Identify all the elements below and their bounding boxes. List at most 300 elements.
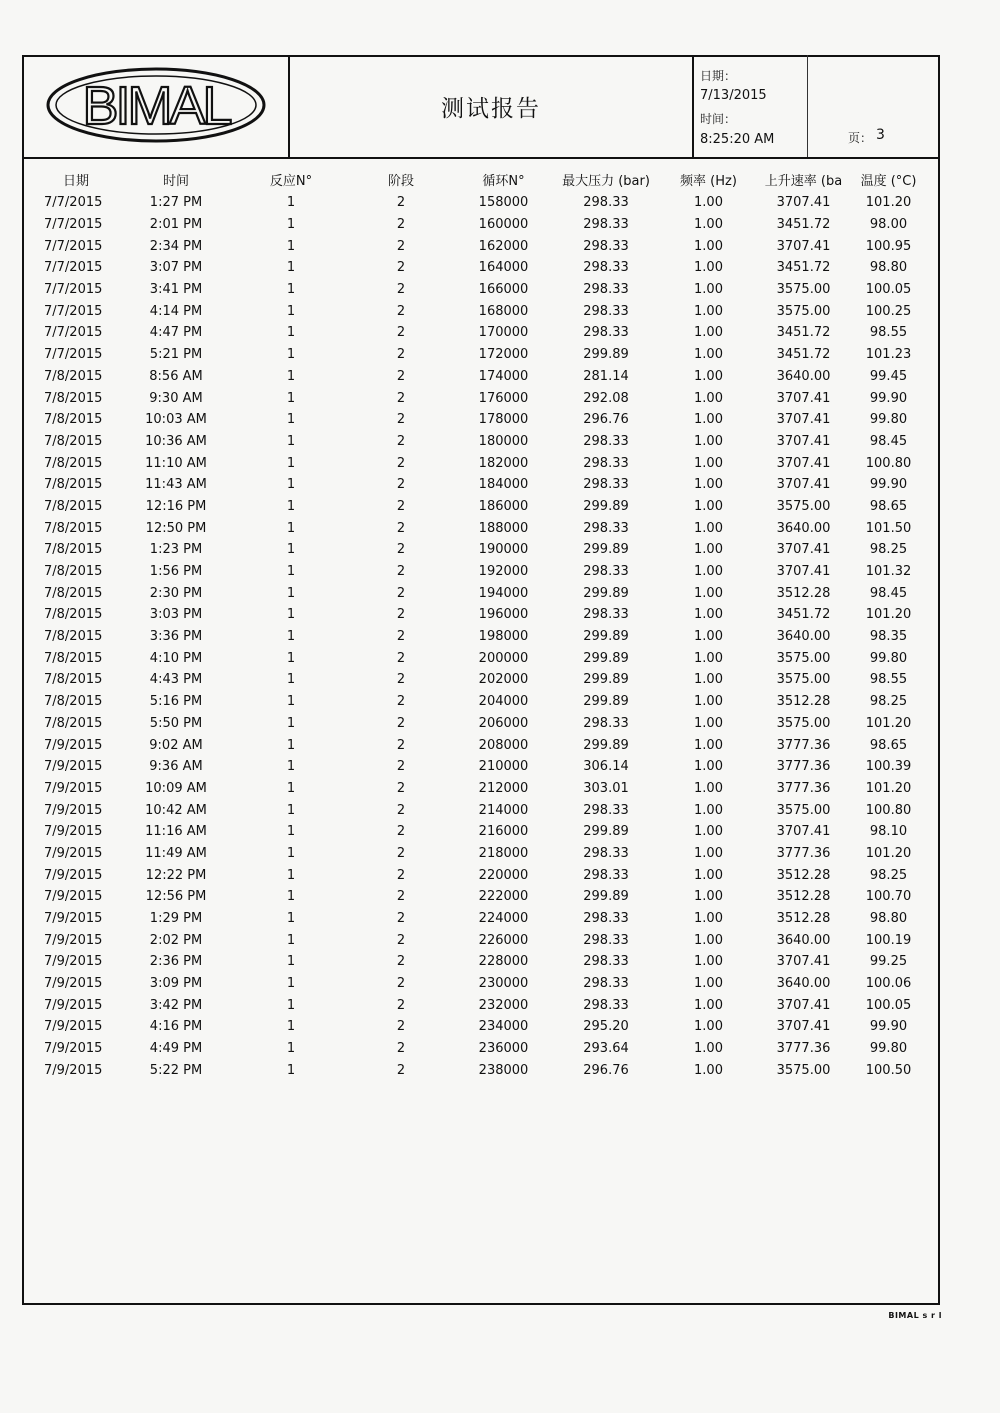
date-value: 7/13/2015 bbox=[700, 88, 767, 103]
cell-rise-rate: 3707.41 bbox=[776, 997, 831, 1013]
col-header-cycle: 循环N° bbox=[482, 173, 525, 189]
cell-date: 7/9/2015 bbox=[44, 759, 103, 775]
col-header-date: 日期 bbox=[62, 173, 89, 189]
cell-temperature: 98.55 bbox=[869, 325, 908, 341]
cell-frequency: 1.00 bbox=[694, 737, 723, 753]
cell-max-pressure: 299.89 bbox=[583, 585, 629, 601]
cell-reaction: 1 bbox=[286, 911, 296, 927]
table-row bbox=[36, 431, 926, 453]
cell-date: 7/7/2015 bbox=[44, 238, 103, 254]
cell-temperature: 101.32 bbox=[865, 564, 912, 580]
cell-cycle: 196000 bbox=[478, 607, 529, 623]
cell-cycle: 176000 bbox=[478, 390, 529, 406]
cell-stage: 2 bbox=[396, 520, 406, 536]
cell-reaction: 1 bbox=[286, 694, 296, 710]
cell-temperature: 101.20 bbox=[865, 780, 912, 796]
cell-reaction: 1 bbox=[286, 1062, 296, 1078]
cell-time: 8:56 AM bbox=[149, 368, 203, 384]
cell-time: 1:23 PM bbox=[149, 542, 203, 558]
cell-rise-rate: 3707.41 bbox=[776, 195, 831, 211]
cell-frequency: 1.00 bbox=[694, 1062, 723, 1078]
cell-cycle: 186000 bbox=[478, 498, 529, 514]
table-row bbox=[36, 604, 926, 626]
cell-stage: 2 bbox=[396, 282, 406, 298]
cell-time: 2:36 PM bbox=[149, 954, 203, 970]
cell-cycle: 224000 bbox=[478, 911, 529, 927]
cell-time: 3:07 PM bbox=[149, 260, 203, 276]
title-cell bbox=[290, 55, 694, 157]
cell-stage: 2 bbox=[396, 932, 406, 948]
cell-time: 4:43 PM bbox=[149, 672, 203, 688]
bimal-logo bbox=[22, 55, 290, 157]
cell-stage: 2 bbox=[396, 564, 406, 580]
table-row bbox=[36, 192, 926, 214]
cell-temperature: 101.20 bbox=[865, 845, 912, 861]
cell-temperature: 100.05 bbox=[865, 997, 912, 1013]
cell-temperature: 100.25 bbox=[865, 303, 912, 319]
table-row bbox=[36, 387, 926, 409]
cell-cycle: 188000 bbox=[478, 520, 529, 536]
cell-stage: 2 bbox=[396, 976, 406, 992]
cell-reaction: 1 bbox=[286, 997, 296, 1013]
cell-max-pressure: 296.76 bbox=[583, 412, 629, 428]
table-row bbox=[36, 669, 926, 691]
cell-frequency: 1.00 bbox=[694, 238, 723, 254]
cell-stage: 2 bbox=[396, 867, 406, 883]
cell-max-pressure: 298.33 bbox=[583, 477, 629, 493]
cell-max-pressure: 306.14 bbox=[583, 759, 629, 775]
cell-rise-rate: 3777.36 bbox=[776, 737, 831, 753]
cell-rise-rate: 3707.41 bbox=[776, 412, 831, 428]
cell-stage: 2 bbox=[396, 911, 406, 927]
cell-date: 7/8/2015 bbox=[44, 390, 103, 406]
table-row bbox=[36, 539, 926, 561]
cell-date: 7/8/2015 bbox=[44, 498, 103, 514]
cell-frequency: 1.00 bbox=[694, 911, 723, 927]
cell-stage: 2 bbox=[396, 1019, 406, 1035]
table-row bbox=[36, 951, 926, 973]
cell-reaction: 1 bbox=[286, 715, 296, 731]
cell-frequency: 1.00 bbox=[694, 585, 723, 601]
cell-time: 3:09 PM bbox=[149, 976, 203, 992]
cell-frequency: 1.00 bbox=[694, 650, 723, 666]
cell-rise-rate: 3575.00 bbox=[776, 715, 831, 731]
cell-temperature: 98.55 bbox=[869, 672, 908, 688]
cell-stage: 2 bbox=[396, 390, 406, 406]
cell-date: 7/9/2015 bbox=[44, 1062, 103, 1078]
cell-reaction: 1 bbox=[286, 737, 296, 753]
cell-rise-rate: 3512.28 bbox=[776, 889, 831, 905]
cell-reaction: 1 bbox=[286, 303, 296, 319]
cell-temperature: 100.50 bbox=[865, 1062, 912, 1078]
logo-text: BIMAL bbox=[82, 76, 230, 136]
cell-rise-rate: 3707.41 bbox=[776, 954, 831, 970]
logo-cell bbox=[22, 55, 290, 157]
cell-max-pressure: 298.33 bbox=[583, 195, 629, 211]
cell-rise-rate: 3640.00 bbox=[776, 629, 831, 645]
table-row bbox=[36, 344, 926, 366]
cell-rise-rate: 3575.00 bbox=[776, 650, 831, 666]
cell-frequency: 1.00 bbox=[694, 954, 723, 970]
cell-max-pressure: 295.20 bbox=[583, 1019, 629, 1035]
cell-frequency: 1.00 bbox=[694, 520, 723, 536]
cell-time: 12:16 PM bbox=[145, 498, 207, 514]
cell-frequency: 1.00 bbox=[694, 759, 723, 775]
cell-stage: 2 bbox=[396, 325, 406, 341]
cell-date: 7/7/2015 bbox=[44, 325, 103, 341]
cell-time: 2:34 PM bbox=[149, 238, 203, 254]
cell-reaction: 1 bbox=[286, 238, 296, 254]
cell-frequency: 1.00 bbox=[694, 845, 723, 861]
cell-max-pressure: 296.76 bbox=[583, 1062, 629, 1078]
cell-date: 7/8/2015 bbox=[44, 520, 103, 536]
cell-reaction: 1 bbox=[286, 325, 296, 341]
cell-cycle: 184000 bbox=[478, 477, 529, 493]
cell-time: 1:29 PM bbox=[149, 911, 203, 927]
cell-temperature: 98.80 bbox=[869, 911, 908, 927]
cell-max-pressure: 298.33 bbox=[583, 520, 629, 536]
cell-time: 4:49 PM bbox=[149, 1041, 203, 1057]
cell-time: 12:50 PM bbox=[145, 520, 207, 536]
cell-max-pressure: 298.33 bbox=[583, 715, 629, 731]
cell-temperature: 98.65 bbox=[869, 737, 908, 753]
date-label: 日期： bbox=[700, 69, 737, 83]
cell-cycle: 214000 bbox=[478, 802, 529, 818]
cell-rise-rate: 3575.00 bbox=[776, 672, 831, 688]
table-row bbox=[36, 235, 926, 257]
cell-time: 11:49 AM bbox=[145, 845, 207, 861]
cell-frequency: 1.00 bbox=[694, 997, 723, 1013]
cell-stage: 2 bbox=[396, 737, 406, 753]
cell-rise-rate: 3575.00 bbox=[776, 282, 831, 298]
cell-date: 7/8/2015 bbox=[44, 368, 103, 384]
cell-frequency: 1.00 bbox=[694, 412, 723, 428]
cell-reaction: 1 bbox=[286, 520, 296, 536]
cell-stage: 2 bbox=[396, 412, 406, 428]
table-row bbox=[36, 886, 926, 908]
cell-max-pressure: 299.89 bbox=[583, 650, 629, 666]
cell-time: 4:14 PM bbox=[149, 303, 203, 319]
cell-rise-rate: 3512.28 bbox=[776, 694, 831, 710]
cell-max-pressure: 299.89 bbox=[583, 498, 629, 514]
cell-temperature: 98.45 bbox=[869, 585, 908, 601]
cell-date: 7/9/2015 bbox=[44, 976, 103, 992]
cell-stage: 2 bbox=[396, 238, 406, 254]
cell-max-pressure: 299.89 bbox=[583, 737, 629, 753]
cell-date: 7/9/2015 bbox=[44, 1041, 103, 1057]
cell-frequency: 1.00 bbox=[694, 195, 723, 211]
cell-frequency: 1.00 bbox=[694, 260, 723, 276]
cell-temperature: 98.25 bbox=[869, 867, 908, 883]
cell-max-pressure: 281.14 bbox=[583, 368, 629, 384]
cell-cycle: 180000 bbox=[478, 433, 529, 449]
cell-max-pressure: 298.33 bbox=[583, 802, 629, 818]
cell-reaction: 1 bbox=[286, 889, 296, 905]
cell-date: 7/8/2015 bbox=[44, 564, 103, 580]
time-label: 时间： bbox=[700, 112, 737, 126]
table-row bbox=[36, 409, 926, 431]
time-value: 8:25:20 AM bbox=[700, 132, 775, 147]
cell-temperature: 98.80 bbox=[869, 260, 908, 276]
cell-time: 11:16 AM bbox=[145, 824, 207, 840]
cell-max-pressure: 298.33 bbox=[583, 282, 629, 298]
table-row bbox=[36, 994, 926, 1016]
cell-stage: 2 bbox=[396, 498, 406, 514]
table-row bbox=[36, 582, 926, 604]
cell-temperature: 100.06 bbox=[865, 976, 912, 992]
cell-cycle: 172000 bbox=[478, 347, 529, 363]
cell-rise-rate: 3640.00 bbox=[776, 368, 831, 384]
cell-rise-rate: 3575.00 bbox=[776, 303, 831, 319]
cell-cycle: 232000 bbox=[478, 997, 529, 1013]
cell-reaction: 1 bbox=[286, 455, 296, 471]
cell-time: 9:36 AM bbox=[149, 759, 203, 775]
cell-rise-rate: 3777.36 bbox=[776, 780, 831, 796]
cell-temperature: 98.25 bbox=[869, 694, 908, 710]
cell-rise-rate: 3707.41 bbox=[776, 238, 831, 254]
cell-temperature: 99.90 bbox=[869, 477, 908, 493]
cell-max-pressure: 298.33 bbox=[583, 217, 629, 233]
cell-frequency: 1.00 bbox=[694, 303, 723, 319]
cell-reaction: 1 bbox=[286, 672, 296, 688]
table-header-row bbox=[36, 166, 926, 192]
cell-time: 5:50 PM bbox=[149, 715, 203, 731]
cell-date: 7/9/2015 bbox=[44, 780, 103, 796]
cell-max-pressure: 298.33 bbox=[583, 867, 629, 883]
cell-temperature: 98.45 bbox=[869, 433, 908, 449]
cell-max-pressure: 299.89 bbox=[583, 542, 629, 558]
cell-rise-rate: 3512.28 bbox=[776, 867, 831, 883]
cell-max-pressure: 298.33 bbox=[583, 911, 629, 927]
cell-cycle: 168000 bbox=[478, 303, 529, 319]
page-number: 3 bbox=[876, 127, 885, 143]
cell-reaction: 1 bbox=[286, 780, 296, 796]
cell-cycle: 210000 bbox=[478, 759, 529, 775]
cell-stage: 2 bbox=[396, 217, 406, 233]
cell-time: 1:56 PM bbox=[149, 564, 203, 580]
page-label: 页： bbox=[848, 131, 873, 145]
cell-reaction: 1 bbox=[286, 260, 296, 276]
cell-max-pressure: 292.08 bbox=[583, 390, 629, 406]
cell-stage: 2 bbox=[396, 672, 406, 688]
cell-rise-rate: 3777.36 bbox=[776, 759, 831, 775]
cell-temperature: 99.80 bbox=[869, 412, 908, 428]
cell-frequency: 1.00 bbox=[694, 889, 723, 905]
cell-frequency: 1.00 bbox=[694, 932, 723, 948]
cell-temperature: 100.80 bbox=[865, 802, 912, 818]
cell-max-pressure: 298.33 bbox=[583, 455, 629, 471]
cell-frequency: 1.00 bbox=[694, 325, 723, 341]
cell-temperature: 99.80 bbox=[869, 650, 908, 666]
cell-max-pressure: 298.33 bbox=[583, 954, 629, 970]
table-row bbox=[36, 843, 926, 865]
cell-date: 7/8/2015 bbox=[44, 455, 103, 471]
cell-temperature: 101.20 bbox=[865, 715, 912, 731]
table-row bbox=[36, 257, 926, 279]
cell-temperature: 101.20 bbox=[865, 607, 912, 623]
cell-date: 7/8/2015 bbox=[44, 412, 103, 428]
table-row bbox=[36, 973, 926, 995]
cell-frequency: 1.00 bbox=[694, 694, 723, 710]
cell-cycle: 226000 bbox=[478, 932, 529, 948]
page-cell bbox=[808, 55, 938, 157]
cell-rise-rate: 3640.00 bbox=[776, 932, 831, 948]
col-header-frequency: 频率 (Hz) bbox=[680, 173, 737, 189]
cell-date: 7/7/2015 bbox=[44, 282, 103, 298]
cell-max-pressure: 299.89 bbox=[583, 347, 629, 363]
cell-cycle: 238000 bbox=[478, 1062, 529, 1078]
cell-reaction: 1 bbox=[286, 282, 296, 298]
cell-time: 2:01 PM bbox=[149, 217, 203, 233]
cell-rise-rate: 3640.00 bbox=[776, 976, 831, 992]
cell-time: 11:43 AM bbox=[145, 477, 207, 493]
table-row bbox=[36, 691, 926, 713]
table-row bbox=[36, 626, 926, 648]
table-row bbox=[36, 561, 926, 583]
cell-date: 7/8/2015 bbox=[44, 585, 103, 601]
cell-rise-rate: 3707.41 bbox=[776, 1019, 831, 1035]
cell-date: 7/9/2015 bbox=[44, 954, 103, 970]
cell-max-pressure: 298.33 bbox=[583, 845, 629, 861]
cell-time: 10:03 AM bbox=[145, 412, 207, 428]
footer-company: BIMAL s r l bbox=[888, 1311, 942, 1320]
cell-frequency: 1.00 bbox=[694, 802, 723, 818]
cell-time: 1:27 PM bbox=[149, 195, 203, 211]
col-header-max-pressure: 最大压力 (bar) bbox=[562, 173, 650, 189]
cell-time: 2:02 PM bbox=[149, 932, 203, 948]
cell-date: 7/7/2015 bbox=[44, 195, 103, 211]
cell-reaction: 1 bbox=[286, 1041, 296, 1057]
table-row bbox=[36, 452, 926, 474]
col-header-temperature: 温度 (°C) bbox=[860, 173, 917, 189]
cell-cycle: 160000 bbox=[478, 217, 529, 233]
table-row bbox=[36, 279, 926, 301]
cell-stage: 2 bbox=[396, 954, 406, 970]
cell-reaction: 1 bbox=[286, 217, 296, 233]
cell-cycle: 170000 bbox=[478, 325, 529, 341]
cell-reaction: 1 bbox=[286, 824, 296, 840]
cell-temperature: 98.10 bbox=[869, 824, 908, 840]
cell-reaction: 1 bbox=[286, 867, 296, 883]
cell-rise-rate: 3575.00 bbox=[776, 498, 831, 514]
cell-frequency: 1.00 bbox=[694, 368, 723, 384]
cell-rise-rate: 3707.41 bbox=[776, 390, 831, 406]
cell-date: 7/8/2015 bbox=[44, 433, 103, 449]
cell-date: 7/9/2015 bbox=[44, 737, 103, 753]
cell-stage: 2 bbox=[396, 694, 406, 710]
cell-date: 7/7/2015 bbox=[44, 303, 103, 319]
cell-max-pressure: 299.89 bbox=[583, 824, 629, 840]
cell-time: 3:36 PM bbox=[149, 629, 203, 645]
table-row bbox=[36, 756, 926, 778]
cell-cycle: 194000 bbox=[478, 585, 529, 601]
cell-max-pressure: 298.33 bbox=[583, 976, 629, 992]
cell-max-pressure: 298.33 bbox=[583, 238, 629, 254]
cell-time: 11:10 AM bbox=[145, 455, 207, 471]
cell-max-pressure: 298.33 bbox=[583, 260, 629, 276]
cell-rise-rate: 3707.41 bbox=[776, 477, 831, 493]
cell-frequency: 1.00 bbox=[694, 498, 723, 514]
data-table bbox=[36, 166, 926, 1081]
cell-frequency: 1.00 bbox=[694, 715, 723, 731]
table-row bbox=[36, 821, 926, 843]
table-row bbox=[36, 1038, 926, 1060]
table-row bbox=[36, 474, 926, 496]
cell-cycle: 200000 bbox=[478, 650, 529, 666]
cell-stage: 2 bbox=[396, 1041, 406, 1057]
cell-stage: 2 bbox=[396, 477, 406, 493]
cell-temperature: 99.90 bbox=[869, 390, 908, 406]
cell-max-pressure: 299.89 bbox=[583, 694, 629, 710]
cell-time: 12:56 PM bbox=[145, 889, 207, 905]
cell-reaction: 1 bbox=[286, 932, 296, 948]
cell-frequency: 1.00 bbox=[694, 824, 723, 840]
cell-time: 3:42 PM bbox=[149, 997, 203, 1013]
cell-date: 7/9/2015 bbox=[44, 889, 103, 905]
col-header-stage: 阶段 bbox=[387, 173, 414, 189]
cell-date: 7/7/2015 bbox=[44, 260, 103, 276]
cell-rise-rate: 3451.72 bbox=[776, 217, 831, 233]
table-row bbox=[36, 517, 926, 539]
cell-cycle: 234000 bbox=[478, 1019, 529, 1035]
cell-cycle: 208000 bbox=[478, 737, 529, 753]
cell-frequency: 1.00 bbox=[694, 867, 723, 883]
cell-cycle: 202000 bbox=[478, 672, 529, 688]
table-row bbox=[36, 496, 926, 518]
table-row bbox=[36, 929, 926, 951]
cell-temperature: 100.19 bbox=[865, 932, 912, 948]
cell-rise-rate: 3707.41 bbox=[776, 564, 831, 580]
cell-temperature: 100.05 bbox=[865, 282, 912, 298]
cell-stage: 2 bbox=[396, 1062, 406, 1078]
cell-date: 7/8/2015 bbox=[44, 629, 103, 645]
cell-frequency: 1.00 bbox=[694, 780, 723, 796]
cell-reaction: 1 bbox=[286, 629, 296, 645]
cell-time: 3:03 PM bbox=[149, 607, 203, 623]
cell-rise-rate: 3640.00 bbox=[776, 520, 831, 536]
cell-cycle: 158000 bbox=[478, 195, 529, 211]
cell-reaction: 1 bbox=[286, 802, 296, 818]
cell-rise-rate: 3451.72 bbox=[776, 347, 831, 363]
cell-frequency: 1.00 bbox=[694, 477, 723, 493]
cell-stage: 2 bbox=[396, 195, 406, 211]
cell-max-pressure: 299.89 bbox=[583, 889, 629, 905]
cell-reaction: 1 bbox=[286, 433, 296, 449]
cell-time: 5:16 PM bbox=[149, 694, 203, 710]
cell-date: 7/9/2015 bbox=[44, 932, 103, 948]
cell-reaction: 1 bbox=[286, 390, 296, 406]
cell-stage: 2 bbox=[396, 585, 406, 601]
cell-cycle: 212000 bbox=[478, 780, 529, 796]
cell-max-pressure: 303.01 bbox=[583, 780, 629, 796]
cell-rise-rate: 3707.41 bbox=[776, 824, 831, 840]
cell-max-pressure: 298.33 bbox=[583, 433, 629, 449]
cell-temperature: 101.50 bbox=[865, 520, 912, 536]
cell-stage: 2 bbox=[396, 542, 406, 558]
report-header bbox=[22, 55, 940, 159]
table-row bbox=[36, 322, 926, 344]
cell-frequency: 1.00 bbox=[694, 629, 723, 645]
col-header-time: 时间 bbox=[162, 173, 189, 189]
cell-rise-rate: 3512.28 bbox=[776, 911, 831, 927]
cell-temperature: 100.39 bbox=[865, 759, 912, 775]
cell-date: 7/9/2015 bbox=[44, 802, 103, 818]
cell-stage: 2 bbox=[396, 433, 406, 449]
cell-cycle: 222000 bbox=[478, 889, 529, 905]
cell-rise-rate: 3707.41 bbox=[776, 433, 831, 449]
cell-time: 9:02 AM bbox=[149, 737, 203, 753]
cell-time: 4:16 PM bbox=[149, 1019, 203, 1035]
